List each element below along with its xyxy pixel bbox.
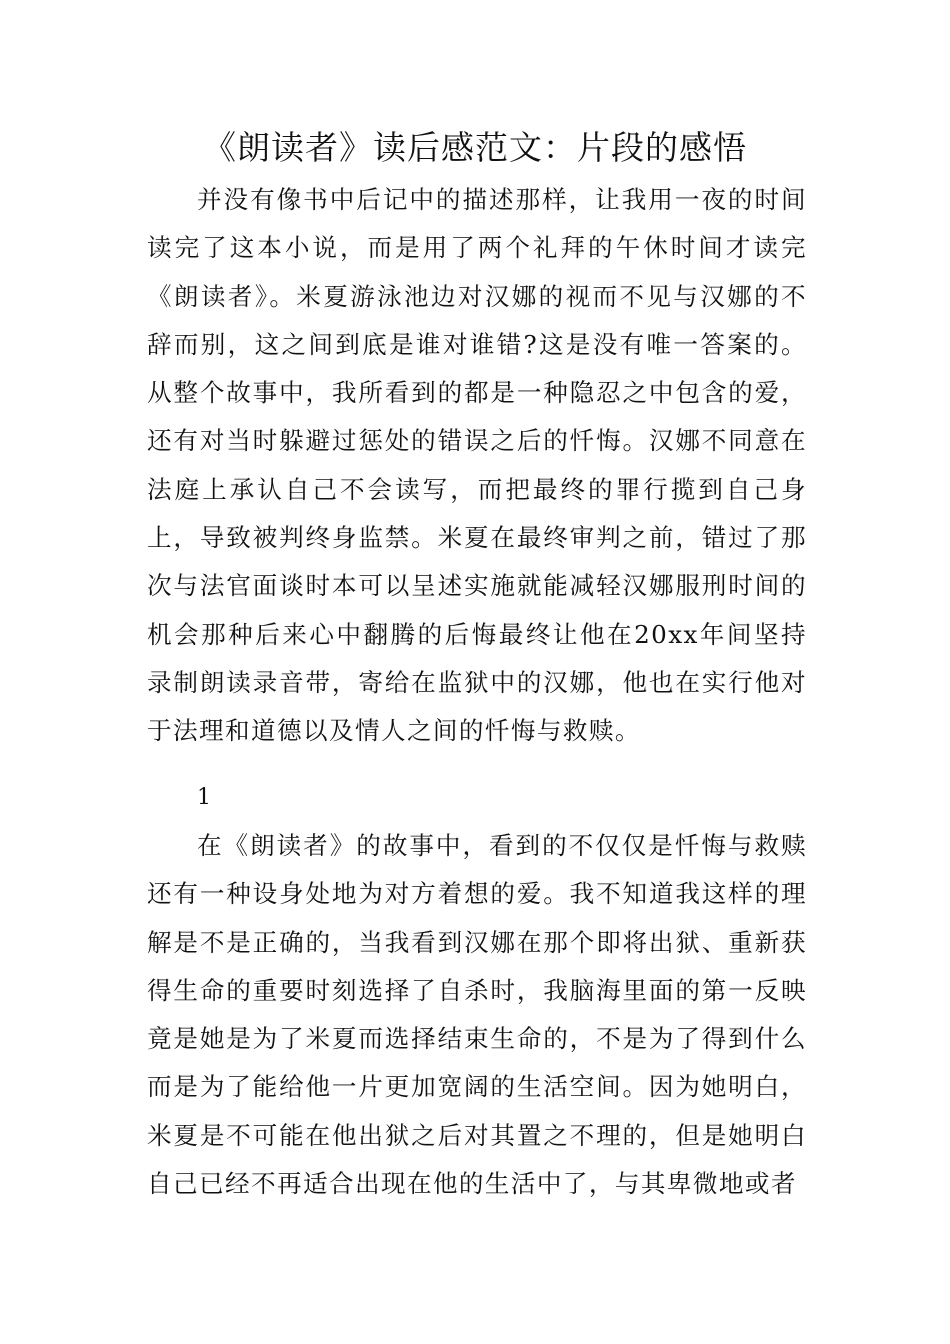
paragraph-1: 并没有像书中后记中的描述那样，让我用一夜的时间读完了这本小说，而是用了两个礼拜的午休时间才读完《朗读者》。米夏游泳池边对汉娜的视而不见与汉娜的不辞而别，这之间到底是谁对谁错?这是没有唯一答案的。从整个故事中，我所看到的都是一种隐忍之中包含的爱，还有对当时躲避过惩处的错误之后的忏悔。汉娜不同意在法庭上承认自己不会读写，而把最终的罪行揽到自己身上，导致被判终身监禁。米夏在最终审判之前，错过了那次与法官面谈时本可以呈述实施就能减轻汉娜服刑时间的机会那种后来心中翻腾的后悔最终让他在20xx年间坚持录制朗读录音带，寄给在监狱中的汉娜，他也在实行他对于法理和道德以及情人之间的忏悔与救赎。 xyxy=(147,185,807,746)
paragraph-2: 在《朗读者》的故事中，看到的不仅仅是忏悔与救赎还有一种设身处地为对方着想的爱。我不知道我这样的理解是不是正确的，当我看到汉娜在那个即将出狱、重新获得生命的重要时刻选择了自杀时，我脑海里面的第一反映竟是她是为了米夏而选择结束生命的，不是为了得到什么而是为了能给他一片更加宽阔的生活空间。因为她明白，米夏是不可能在他出狱之后对其置之不理的，但是她明白自己已经不再适合出现在他的生活中了，与其卑微地或者 xyxy=(147,831,807,1199)
page-number: 1 xyxy=(197,785,211,810)
document-title: 《朗读者》读后感范文：片段的感悟 xyxy=(203,128,747,167)
